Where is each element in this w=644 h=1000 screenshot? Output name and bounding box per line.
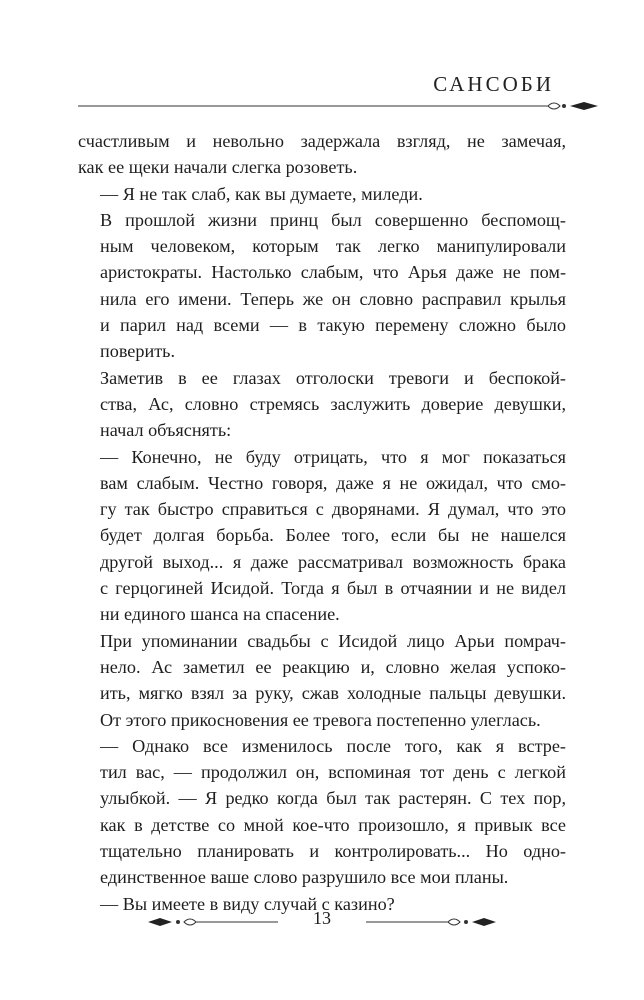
text-line: гу так быстро справиться с дворянами. Я думал, что это: [100, 499, 566, 520]
paragraph-1: [78, 128, 566, 181]
paragraph-2: [78, 181, 566, 207]
text-line: счастливым и невольно задержала взгляд, не замечая,: [78, 131, 566, 151]
paragraph-5: [78, 444, 566, 628]
text-line: поверить.: [100, 341, 175, 362]
header-ornament-rule: [78, 100, 598, 112]
text-line: ни единого шанса на спасение.: [100, 604, 340, 625]
page-number: 13: [313, 908, 331, 928]
running-head: САНСОБИ: [433, 72, 554, 96]
text-line: нила его имени. Теперь же он словно расправил крылья: [100, 288, 566, 309]
text-line: — Конечно, не буду отрицать, что я мог показаться: [100, 446, 566, 467]
text-line: как в детстве со мной кое-что произошло, я привык все: [100, 814, 566, 835]
text-line: нело. Ас заметил ее реакцию и, словно желая успоко-: [100, 656, 566, 677]
text-line: и парил над всеми — в такую перемену сложно было: [100, 315, 566, 336]
text-line: аристократы. Настолько слабым, что Арья даже не пом-: [100, 262, 566, 283]
paragraph-4: [78, 365, 566, 444]
body-text: [78, 128, 566, 917]
text-line: вам слабым. Честно говоря, даже я не ожидал, что смо-: [100, 472, 566, 493]
footer-ornament-right: [366, 916, 496, 928]
text-line: — Вы имеете в виду случай с казино?: [100, 893, 395, 914]
text-line: — Однако все изменилось после того, как я встре-: [100, 735, 566, 756]
text-line: единственное ваше слово разрушило все мои планы.: [100, 867, 509, 888]
text-line: Заметив в ее глазах отголоски тревоги и беспокой-: [100, 367, 566, 388]
text-line: ить, мягко взял за руку, сжав холодные пальцы девушки.: [100, 683, 566, 704]
text-line: начал объяснять:: [100, 420, 232, 441]
paragraph-6: [78, 628, 566, 733]
text-line: При упоминании свадьбы с Исидой лицо Арьи помрач-: [100, 630, 566, 651]
text-line: тил вас, — продолжил он, вспоминая тот день с легкой: [100, 762, 566, 783]
page-footer: [148, 908, 496, 938]
text-line: ства, Ас, словно стремясь заслужить доверие девушки,: [100, 393, 566, 414]
paragraph-3: [78, 207, 566, 365]
text-line: В прошлой жизни принц был совершенно беспомощ-: [100, 209, 566, 230]
text-line: улыбкой. — Я редко когда был так растерян. С тех пор,: [100, 788, 566, 809]
paragraph-7: [78, 733, 566, 891]
text-line: тщательно планировать и контролировать... Но одно-: [100, 841, 566, 862]
text-line: с герцогиней Исидой. Тогда я был в отчаянии и не видел: [100, 578, 566, 599]
text-line: ным человеком, которым так легко манипулировали: [100, 236, 566, 257]
text-line: — Я не так слаб, как вы думаете, миледи.: [100, 183, 423, 204]
text-line: От этого прикосновения ее тревога постепенно улеглась.: [100, 709, 541, 730]
text-line: другой выход... я даже рассматривал возможность брака: [100, 551, 566, 572]
text-line: как ее щеки начали слегка розоветь.: [78, 157, 358, 178]
text-line: будет долгая борьба. Более того, если бы не нашелся: [100, 525, 566, 546]
